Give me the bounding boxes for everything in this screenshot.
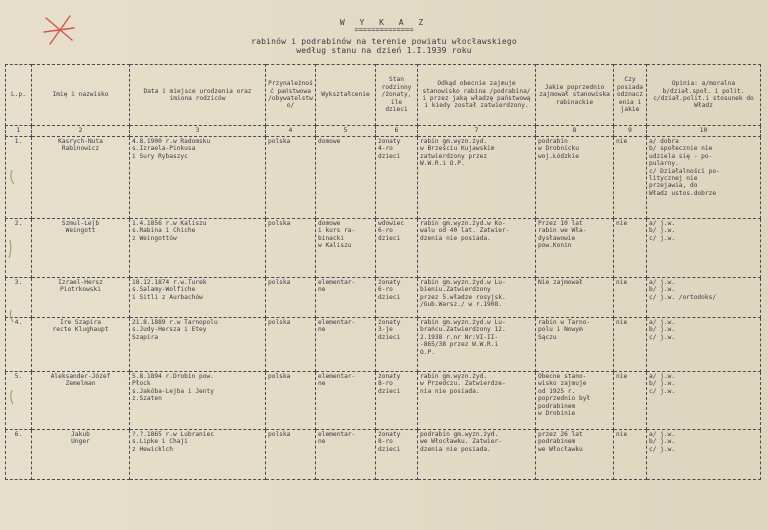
citizenship: polska	[266, 219, 316, 278]
column-number-row	[6, 126, 761, 137]
header-row	[6, 65, 761, 126]
position-since: rabin gm.wyzn.żyd.w Lu- brańcu.Zatwierdzony 12. 2.1938 r.nr Nr:VI-II- -865/38 przez W.W.R.i O.P.	[418, 318, 536, 372]
row-number: 5.	[6, 372, 32, 430]
family-status: żonaty 8-ro dzieci	[376, 430, 418, 480]
education: elementar- ne	[316, 278, 376, 318]
education: elementar- ne	[316, 372, 376, 430]
table-row	[6, 430, 761, 480]
green-pencil-marks	[4, 150, 18, 450]
table-row	[6, 219, 761, 278]
family-status: żonaty 4-ro dzieci	[376, 137, 418, 219]
citizenship: polska	[266, 278, 316, 318]
family-status: żonaty 3-je dzieci	[376, 318, 418, 372]
previous-positions: podrabin w Drobnicku woj.Łódzkie	[536, 137, 614, 219]
education: elementar- ne	[316, 318, 376, 372]
opinion: a/ j.w. b/ j.w. c/ j.w.	[647, 318, 761, 372]
table-row	[6, 137, 761, 219]
column-number: 4	[266, 126, 316, 137]
person-name: Kasrych-Nuta Rabinowicz	[32, 137, 130, 219]
row-number: 2.	[6, 219, 32, 278]
position-since: rabin gm.wyzn.żyd. w Brześciu Kujawskim zatwierdzony przez W.W.R.i O.P.	[418, 137, 536, 219]
person-name: Izrael-Hersz Piotrkowski	[32, 278, 130, 318]
birth-info: 18.12.1874 r.w.Turek s.Salamy-Wolfiche i Sitli z Aurbachów	[130, 278, 266, 318]
citizenship: polska	[266, 318, 316, 372]
decorations: nie	[614, 137, 647, 219]
column-number: 3	[130, 126, 266, 137]
column-number: 2	[32, 126, 130, 137]
opinion: a/ j.w. b/ j.w. c/ j.w.	[647, 372, 761, 430]
previous-positions: przez 26 lat podrabinem we Włocławku	[536, 430, 614, 480]
person-name: Szmul-Lejb Weingott	[32, 219, 130, 278]
decorations: nie	[614, 372, 647, 430]
column-header: Opinia: a/moralna b/dział.społ. i polit. c/dział.polit.i stosunek do Władz	[647, 65, 761, 126]
column-header: Odkąd obecnie zajmuje stanowisko rabina /podrabina/ i przez jaką władzę państwową i kiedy został zatwierdzony.	[418, 65, 536, 126]
title-underline: ==============	[354, 26, 414, 34]
column-header: Stan rodzinny /żonaty, ile dzieci	[376, 65, 418, 126]
row-number: 4.	[6, 318, 32, 372]
column-header: Wykształcenie	[316, 65, 376, 126]
column-number: 8	[536, 126, 614, 137]
column-header: Przynależność państwowa /obywatelstwo/	[266, 65, 316, 126]
birth-info: ?.?.1865 r.w Lubraniec s.Lipke i Chaji z Hewicklch	[130, 430, 266, 480]
column-header: L.p.	[6, 65, 32, 126]
document-subtitle: rabinów i podrabinów na terenie powiatu włocławskiego	[251, 37, 517, 46]
decorations: nie	[614, 430, 647, 480]
citizenship: polska	[266, 372, 316, 430]
column-header: Czy posiada odznaczenia i jakie	[614, 65, 647, 126]
position-since: podrabin gm.wyzn.żyd. we Włocławku. Zatwier- dzenia nie posiada.	[418, 430, 536, 480]
education: domowe	[316, 137, 376, 219]
birth-info: 21.8.1889 r.w Tarnopolu s.Judy-Hersza i Etey Szapira	[130, 318, 266, 372]
column-number: 5	[316, 126, 376, 137]
birth-info: 1.4.1856 r.w Kaliszu s.Rabina i Chiche z Weingottów	[130, 219, 266, 278]
opinion: a/ j.w. b/ j.w. c/ j.w. /ortodoks/	[647, 278, 761, 318]
table-row	[6, 318, 761, 372]
position-since: rabin gm.wyzn.żyd.w Ko- walu od 40 lat. Zatwier- dzenia nie posiada.	[418, 219, 536, 278]
document-date-line: według stanu na dzień 1.I.1939 roku	[296, 46, 472, 55]
column-number: 6	[376, 126, 418, 137]
column-number: 9	[614, 126, 647, 137]
birth-info: 5.8.1894 r.Drobin pow. Płock s.Jakóba-Lejba i Jenty z.Szaten	[130, 372, 266, 430]
education: elementar- ne	[316, 430, 376, 480]
citizenship: polska	[266, 137, 316, 219]
row-number: 3.	[6, 278, 32, 318]
decorations: nie	[614, 318, 647, 372]
opinion: a/ j.w. b/ j.w. c/ j.w.	[647, 430, 761, 480]
birth-info: 4.8.1900 r.w Radomsku s.Izraela-Pinkusa i Sury Rybaszyc	[130, 137, 266, 219]
table-row	[6, 278, 761, 318]
person-name: Ire Szapira recte Klughaupt	[32, 318, 130, 372]
previous-positions: Obecne stano- wisko zajmuje od 1925 r. poprzednio był podrabinem w Drobinie	[536, 372, 614, 430]
person-name: Aleksander-Józef Zemelman	[32, 372, 130, 430]
citizenship: polska	[266, 430, 316, 480]
previous-positions: rabin w Tarno- polu i Nowym Sączu	[536, 318, 614, 372]
opinion: a/ j.w. b/ j.w. c/ j.w.	[647, 219, 761, 278]
column-number: 10	[647, 126, 761, 137]
previous-positions: Nie zajmował	[536, 278, 614, 318]
family-status: wdowiec 6-ro dzieci	[376, 219, 418, 278]
decorations: nie	[614, 278, 647, 318]
previous-positions: Przez 10 lat rabin we Wła- dysławowie pow.Konin	[536, 219, 614, 278]
table-row	[6, 372, 761, 430]
opinion: a/ dobra b/ społecznie nie udziela się - po- pularny. c/ Działalności po- litycznej nie przejawia, do Władz ustos.dobrze	[647, 137, 761, 219]
decorations: nie	[614, 219, 647, 278]
position-since: rabin gm.wyzn.żyd.w Lu- bieniu.Zatwierdzony przez 5.władze rosyjsk. /Gub.Warsz./ w r.1908.	[418, 278, 536, 318]
column-number: 7	[418, 126, 536, 137]
column-header: Jakie poprzednio zajmował stanowiska rabinackie	[536, 65, 614, 126]
row-number: 6.	[6, 430, 32, 480]
position-since: rabin gm.wyzn.żyd. w Przedczu. Zatwierdze- nia nie posiada.	[418, 372, 536, 430]
family-status: żonaty 8-ro dzieci	[376, 372, 418, 430]
person-name: Jakub Unger	[32, 430, 130, 480]
family-status: żonaty 6-ro dzieci	[376, 278, 418, 318]
education: domowe i kurs ra- binacki w Kaliszu	[316, 219, 376, 278]
row-number: 1.	[6, 137, 32, 219]
document-title: W Y K A Z	[339, 18, 429, 27]
column-header: Imię i nazwisko	[32, 65, 130, 126]
column-header: Data i miejsce urodzenia oraz imiona rodziców	[130, 65, 266, 126]
register-table	[5, 64, 761, 480]
column-number: 1	[6, 126, 32, 137]
